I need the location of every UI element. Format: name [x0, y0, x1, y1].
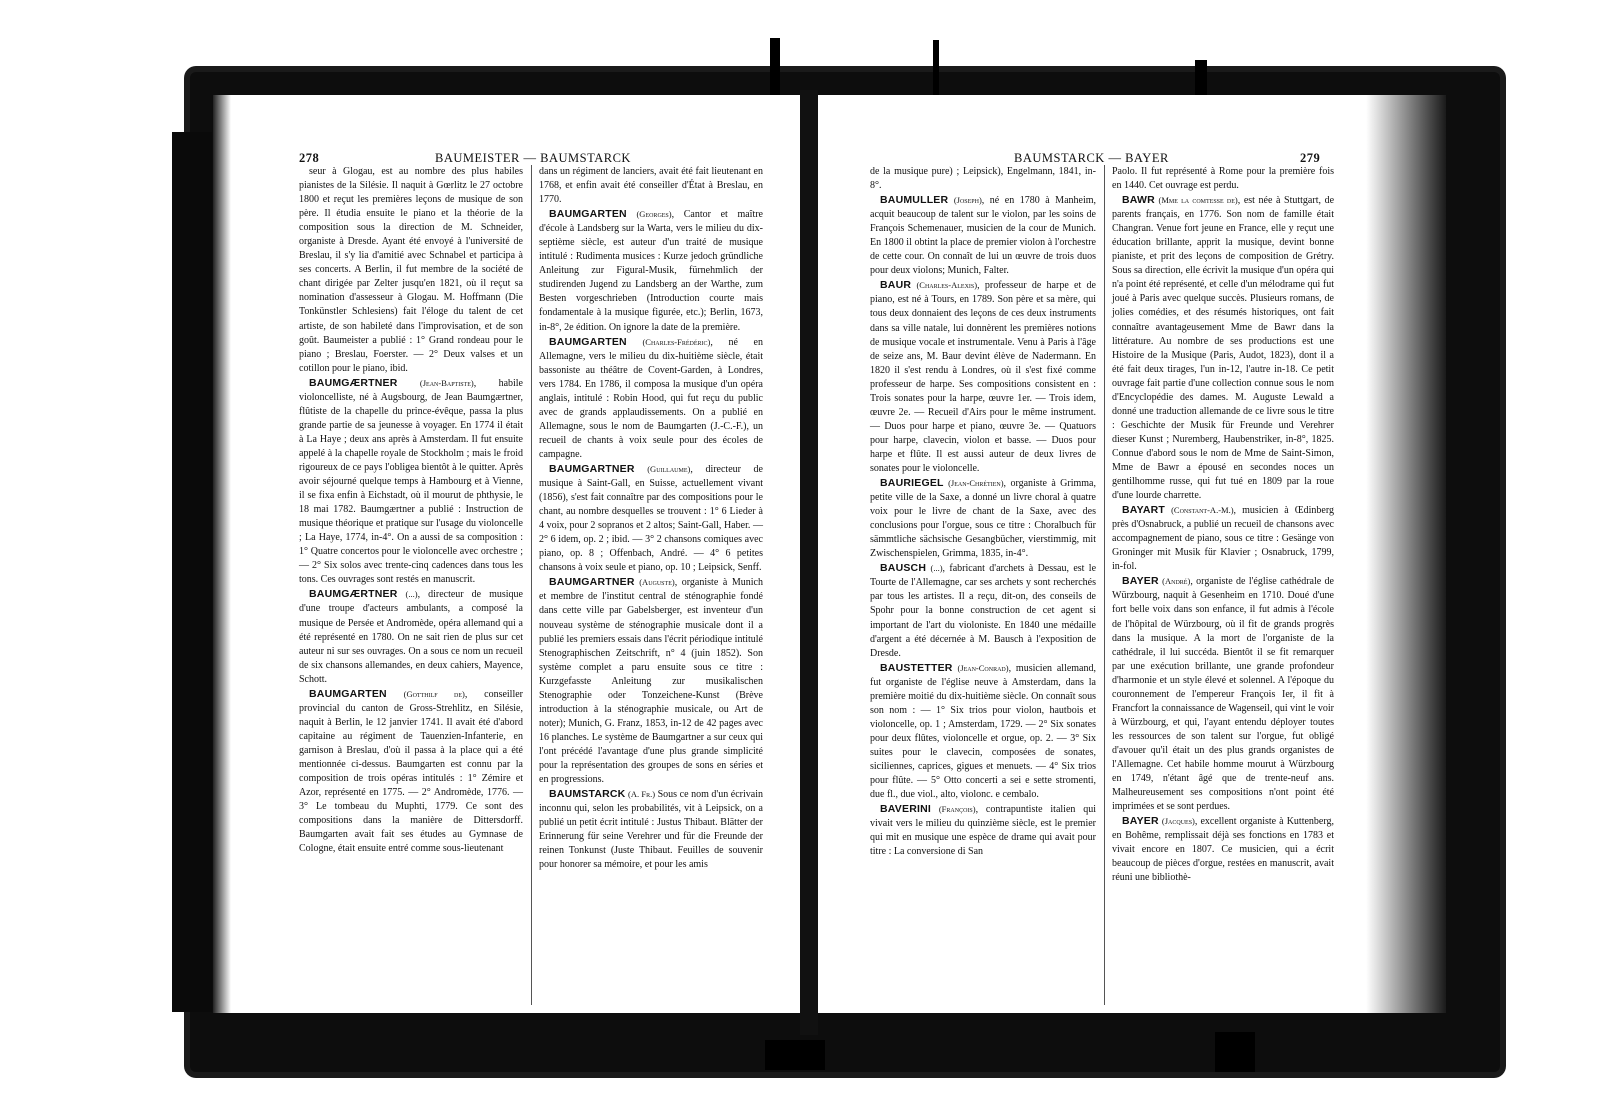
entry-forename: (Joseph) — [953, 195, 982, 206]
entry-text: , excellent organiste à Kuttenberg, en Bohême, remplissait déjà ses fonctions en 1783 et vivait encore en 1807. Ce musicien, qui a écrit beaucoup de pièces d'orgue, restées en manuscrit, avait réuni une bibliothè- — [1112, 816, 1335, 884]
entry-text: , conseiller provincial du canton de Gross-Strehlitz, en Silésie, naquit à Berlin, le 12 janvier 1741. Il avait été d'abord capitaine au régiment de Tauenzien-Infanterie, en garnison à Breslau, d'où il passa à la place qui a été mentionnée ci-dessus. Baumgarten est connu par la composition de trois opéras intitulés : 1° Zémire et Azor, représenté en 1775. — 2° Andromède, 1776. — 3° Le tombeau du Muphti, 1779. Ce sont des compositions dans la manière de Dittersdorff. Baumgarten avait fait ses études au Gymnase de Cologne, était ensuite entré comme sous-lieutenant — [299, 688, 524, 855]
entry-forename: (Gotthilf de) — [403, 688, 465, 699]
page-number-left: 278 — [299, 151, 320, 165]
dictionary-entry — [539, 207, 763, 334]
entry-headword: BAUSTETTER — [880, 661, 953, 674]
dictionary-entry — [870, 278, 1096, 476]
entry-forename: (François) — [938, 804, 976, 815]
dictionary-entry — [539, 462, 763, 575]
entry-headword: BAUMGARTEN — [309, 687, 387, 700]
left-column-1 — [299, 165, 523, 856]
dictionary-entry — [299, 376, 523, 588]
entry-forename: (...) — [405, 589, 418, 600]
entry-forename: (Guillaume) — [647, 463, 691, 474]
entry-headword: BAYER — [1122, 815, 1159, 828]
dictionary-entry — [539, 335, 763, 462]
entry-forename: (André) — [1162, 576, 1191, 587]
entry-headword: BAUMGARTEN — [549, 335, 627, 348]
binding-tab — [1195, 60, 1207, 96]
binding-tab — [770, 38, 780, 96]
entry-forename: (Jean-Baptiste) — [419, 377, 474, 388]
dictionary-entry — [870, 165, 1096, 193]
entry-headword: BAYER — [1122, 575, 1159, 588]
entry-text: , habile violoncelliste, né à Augsbourg, de Jean Baumgærtner, flûtiste de la chapelle du prince-évêque, passa la plus grande partie de sa jeunesse à voyager. En 1774 il était à La Haye ; deux ans après à Amsterdam. Il fut ensuite appelé à la chapelle royale de Stockholm ; mais le froid rigoureux de ce pays l'obligea bientôt à le quitter. Après avoir séjourné quelque temps à Hambourg et à Vienne, il se fixa enfin à Eichstadt, où il mourut de phthysie, le 18 mai 1782. Baumgærtner a publié : Instruction de musique théorique et pratique sur l'usage du violoncelle ; La Haye, 1774, in-4°. On a aussi de sa composition : 1° Quatre concertos pour le violoncelle avec orchestre ; — 2° Six solos avec trente-cinq cadences dans tous les tons. Ces ouvrages sont restés en manuscrit. — [299, 377, 523, 586]
entry-headword: BAUMSTARCK — [549, 788, 626, 801]
entry-text: , professeur de harpe et de piano, est né à Tours, en 1789. Son père et sa mère, qui tous deux donnaient des leçons de ces deux instruments dans sa ville natale, lui donnèrent les premières notions de musique vocale et instrumentale. Venu à Paris à l'âge de seize ans, M. Baur devint élève de Nadermann. En 1820 il s'est rendu à Londres, où il s'est fixé comme professeur de harpe. Ses compositions consistent en : Trois sonates pour la harpe, œuvre 1er. — Trois idem, œuvre 2e. — Recueil d'Airs pour le même instrument. — Duos pour harpe et piano, œuvre 3e. — Quatuors pour harpe, clavecin, violon et basse. — Duos pour harpe et flûte. Il est aussi auteur de deux livres de sonates pour le violoncelle. — [870, 280, 1097, 474]
column-rule — [1104, 165, 1105, 1005]
entry-headword: BAUMGARTEN — [549, 208, 627, 221]
entry-headword: BAURIEGEL — [880, 477, 944, 490]
entry-text: , né en 1780 à Manheim, acquit beaucoup de talent sur le violon, par les soins de François Schemenauer, musicien de la cour de Munich. En 1800 il obtint la place de premier violon à l'orchestre de cette cour. On connaît de lui un œuvre de trois duos pour deux violons; Munich, Falter. — [870, 195, 1097, 277]
entry-text: seur à Glogau, est au nombre des plus habiles pianistes de la Silésie. Il naquit à Gœrlitz le 27 octobre 1800 et reçut les premières leçons de musique de son père. Il étudia ensuite le piano et la théorie de la composition sous la direction de M. Schneider, organiste à Dresde. Ayant été envoyé à l'université de Breslau, il s'y lia d'amitié avec Schnabel et participa à ses concerts. A Berlin, il fut membre de la société de chant dirigée par Zelter jusqu'en 1821, où il reçut sa nomination d'assesseur à Glogau. M. Hoffmann (Die Tonkünstler Schlesiens) fait l'éloge du talent de cet artiste, de son habileté dans l'improvisation, et de son goût. Baumeister a publié : 1° Grand rondeau pour le piano ; Breslau, Foerster. — 2° Deux valses et un cotillon pour le piano, ibid. — [299, 166, 523, 374]
entry-forename: (Charles-Frédéric) — [642, 336, 711, 347]
right-column-2 — [1112, 165, 1334, 885]
entry-forename: (Charles-Alexis) — [916, 280, 978, 291]
dictionary-entry — [1112, 814, 1334, 885]
dictionary-entry — [870, 476, 1096, 561]
book-spine — [800, 90, 818, 1035]
right-column-1 — [870, 165, 1096, 859]
page-number-right: 279 — [1300, 151, 1321, 165]
dictionary-entry — [1112, 193, 1334, 503]
entry-forename: (Mme la comtesse de) — [1158, 195, 1238, 206]
entry-forename: (Constant-A.-M.) — [1171, 505, 1234, 516]
dictionary-entry — [539, 575, 763, 787]
entry-text: , est née à Stuttgart, de parents français, en 1776. Son nom de famille était Changran. Venue fort jeune en France, elle y reçut une éducation brillante, apprit la musique, devint bonne pianiste, et prit des leçons de composition de Grétry. Sous sa direction, elle écrivit la musique d'un opéra qui n'a point été représenté, et celle d'un mélodrame qui fut joué à Paris avec quelque succès. Plusieurs romans, de jolies comédies, et des résumés historiques, ont fait connaître avantageusement Mme de Bawr dans la littérature. Au nombre de ses productions est une Histoire de la Musique (Paris, Audot, 1823), dont il a été fait deux tirages, l'un in-12, l'autre in-18. Ce petit ouvrage fait partie d'une collection connue sous le nom d'Encyclopédie des dames. M. Auguste Lewald a donné une traduction allemande de ce livre sous le titre : Geschichte der Musik für Freunde und Verehrer dieser Kunst ; Nuremberg, Haubenstriker, in-8°, 1825. Connue d'abord sous le nom de Mme de Saint-Simon, Mme de Bawr a épousé en secondes noces un gentilhomme russe, qui fut tué en 1809 par la roue d'une lourde charrette. — [1112, 195, 1335, 502]
page-shadow — [213, 95, 231, 1013]
dictionary-entry — [299, 587, 523, 686]
entry-text: , musicien allemand, fut organiste de l'église neuve à Amsterdam, dans la première moitié du dix-huitième siècle. On connaît sous son nom : — 1° Six trios pour violon, hautbois et violoncelle, op. 1 ; Amsterdam, 1729. — 2° Six sonates pour deux flûtes, violoncelle et orgue, op. 2. — 3° Six suites pour le clavecin, composées de sonates, siciliennes, caprices, gigues et menuets. — 4° Six trios pour flûte. — 5° Otto concerti a sei e sette stromenti, due fl., due viol., alto, violonc. e cembalo. — [870, 662, 1096, 801]
entry-text: , fabricant d'archets à Dessau, est le Tourte de l'Allemagne, car ses archets y sont recherchés par tous les artistes. Il a reçu, dit-on, des conseils de Spohr pour la bonne construction de cet agent si important de l'art du violoniste. En 1840 une médaille d'argent a été décernée à M. Bausch à l'exposition de Dresde. — [870, 563, 1097, 659]
entry-forename: (A. Fr.) — [628, 789, 656, 800]
running-head-right: BAUMSTARCK — BAYER — [1014, 151, 1169, 165]
entry-text: , Cantor et maître d'école à Landsberg sur la Warta, vers le milieu du dix-septième siècle, est auteur d'un traité de musique intitulé : Rudimenta musices : Kurze jedoch gründliche Anleitung zur Figural-Musik, fürnehmlich der studirenden Jugend zu Landsberg an der Warthe, zum Besten vorgeschrieben (Introduction courte mais fondamentale à la musique figurée, etc.); Berlin, 1673, in-8°, 2e édition. On ignore la date de la première. — [539, 209, 763, 333]
entry-headword: BAUMGARTNER — [549, 576, 635, 589]
entry-text: , organiste à Grimma, petite ville de la Saxe, a donné un livre choral à quatre voix pour le livre de chant de la Saxe, avec des conclusions pour l'orgue, sous ce titre : Choralbuch für sämmtliche sächsische Gesangbücher, vierstimmig, mit Zwischenspielen, Grimma, 1835, in-4°. — [870, 478, 1096, 560]
dictionary-entry — [870, 802, 1096, 859]
dictionary-entry — [299, 687, 523, 857]
entry-text: , musicien à Œdinberg près d'Osnabruck, a publié un recueil de chansons avec accompagnement de piano, sous ce titre : Gesänge von Groninger mit Musik für Klavier ; Osnabruck, 1799, in-fol. — [1112, 505, 1334, 573]
entry-text: Paolo. Il fut représenté à Rome pour la première fois en 1440. Cet ouvrage est perdu. — [1112, 166, 1334, 192]
entry-forename: (Auguste) — [639, 577, 675, 588]
entry-headword: BAUSCH — [880, 562, 927, 575]
dictionary-entry — [870, 561, 1096, 660]
entry-headword: BAUMULLER — [880, 194, 949, 207]
entry-text: dans un régiment de lanciers, avait été fait lieutenant en 1768, et enfin avait été conseiller d'État à Breslau, en 1770. — [539, 166, 763, 206]
column-rule — [531, 165, 532, 1005]
entry-text: , contrapuntiste italien qui vivait vers le milieu du quinzième siècle, est le premier qui mit en musique une espèce de drame qui avait pour titre : La conversione di San — [870, 804, 1097, 858]
running-head-left: BAUMEISTER — BAUMSTARCK — [435, 151, 631, 165]
entry-forename: (...) — [930, 563, 943, 574]
dictionary-entry — [1112, 503, 1334, 574]
binding-tab — [1215, 1032, 1255, 1072]
dictionary-entry — [539, 787, 763, 872]
binding-tab — [765, 1040, 825, 1070]
entry-forename: (Jacques) — [1161, 816, 1195, 827]
entry-forename: (Jean-Conrad) — [957, 662, 1009, 673]
dictionary-entry — [1112, 574, 1334, 814]
left-column-2 — [539, 165, 763, 872]
right-page — [818, 95, 1446, 1013]
entry-text: de la musique pure) ; Leipsick), Engelmann, 1841, in-8°. — [870, 166, 1096, 192]
entry-text: , organiste de l'église cathédrale de Würzbourg, naquit à Gesenheim en 1710. Doué d'une fort belle voix dans son enfance, il fut admis à l'école de l'hôpital de Würzbourg, où il fit de grands progrès dans la musique. A la mort de l'organiste de la cathédrale, il lui succéda. Bientôt il se fit remarquer par une exécution brillante, une grande profondeur d'harmonie et un style élevé et solennel. A l'époque du couronnement de l'empereur François Ier, il fit à Francfort la connaissance de Wagenseil, qui vint le voir à Würzbourg, et qui, l'ayant entendu déployer toutes les ressources de son talent sur l'orgue, fut obligé d'avouer qu'il était un des plus grands organistes de l'Allemagne. Cet habile homme mourut à Würzbourg en 1749, n'étant âgé que de trente-neuf ans. Malheureusement ses compositions n'ont point été imprimées et se sont perdues. — [1112, 576, 1334, 813]
entry-text: Sous ce nom d'un écrivain inconnu qui, selon les probabilités, vit à Leipsick, on a publié un petit écrit intitulé : Justus Thibaut. Blätter der Erinnerung für seine Verehrer und für die Freunde der reinen Tonkunst (Juste Thibaut. Feuilles de souvenir pour honorer sa mémoire, et pour les amis — [539, 789, 764, 871]
entry-text: , directeur de musique à Saint-Gall, en Suisse, actuellement vivant (1856), s'est fait connaître par des compositions pour le chant, au nombre desquelles se trouvent : 1° 6 Lieder à 4 voix, pour 2 sopranos et 2 altos; Saint-Gall, Haber. — 2° 6 idem, op. 2 ; ibid. — 3° 2 chansons comiques avec piano, op. 8 ; Offenbach, André. — 4° 6 petites chansons à voix seule et piano, op. 10 ; Leipsick, Senff. — [539, 463, 763, 574]
entry-text: , directeur de musique d'une troupe d'acteurs ambulants, a composé la musique de Persée et Andromède, opéra allemand qui a été représenté en 1780. On ne sait rien de plus sur cet auteur ni sur ses ouvrages. On a sous ce nom un recueil de six chansons allemandes, en deux cahiers, Mayence, Schott. — [299, 589, 523, 685]
entry-headword: BAUR — [880, 279, 912, 292]
dictionary-entry — [870, 193, 1096, 278]
entry-text: , organiste à Munich et membre de l'institut central de sténographie fondé dans cette ville par Gabelsberger, est inventeur d'un nouveau système de sténographie musicale dont il a publié les premiers essais dans l'écrit périodique intitulé Stenographischen Zeitschrift, n° 4 (juin 1852). Son système complet a paru ensuite sous ce titre : Kurzgefasste Anleitung zur musikalischen Stenographie oder Tonzeichene-Kunst (Brève introduction à la sténographie musicale, ou Art de noter); Munich, G. Franz, 1853, in-12 de 42 pages avec 16 planches. Le système de Baumgartner a sur ceux qui l'ont précédé l'avantage d'une plus grande simplicité pour la représentation des groupes de sons en séries et en progressions. — [539, 577, 763, 786]
binding-tab — [933, 40, 939, 96]
entry-headword: BAUMGARTNER — [549, 462, 635, 475]
dictionary-entry — [870, 661, 1096, 802]
entry-headword: BAWR — [1122, 194, 1155, 207]
entry-headword: BAUMGÆRTNER — [309, 376, 398, 389]
entry-headword: BAUMGÆRTNER — [309, 588, 398, 601]
entry-forename: (Georges) — [636, 209, 672, 220]
dictionary-entry — [539, 165, 763, 207]
page-shadow — [1366, 95, 1446, 1013]
entry-text: , né en Allemagne, vers le milieu du dix-huitième siècle, était bassoniste au théâtre de Covent-Garden, à Londres, vers 1784. En 1786, il composa la musique d'un opéra anglais, intitulé : Robin Hood, qui fut reçu du public avec de grands applaudissements. On a publié en Allemagne, sous le nom de Baumgarten (J.-C.-F.), un recueil de chants à voix seule pour des écoles de campagne. — [539, 336, 763, 460]
dictionary-entry — [299, 165, 523, 376]
left-page — [213, 95, 803, 1013]
entry-headword: BAVERINI — [880, 803, 931, 816]
dictionary-entry — [1112, 165, 1334, 193]
entry-headword: BAYART — [1122, 504, 1166, 517]
entry-forename: (Jean-Chrétien) — [948, 478, 1004, 489]
